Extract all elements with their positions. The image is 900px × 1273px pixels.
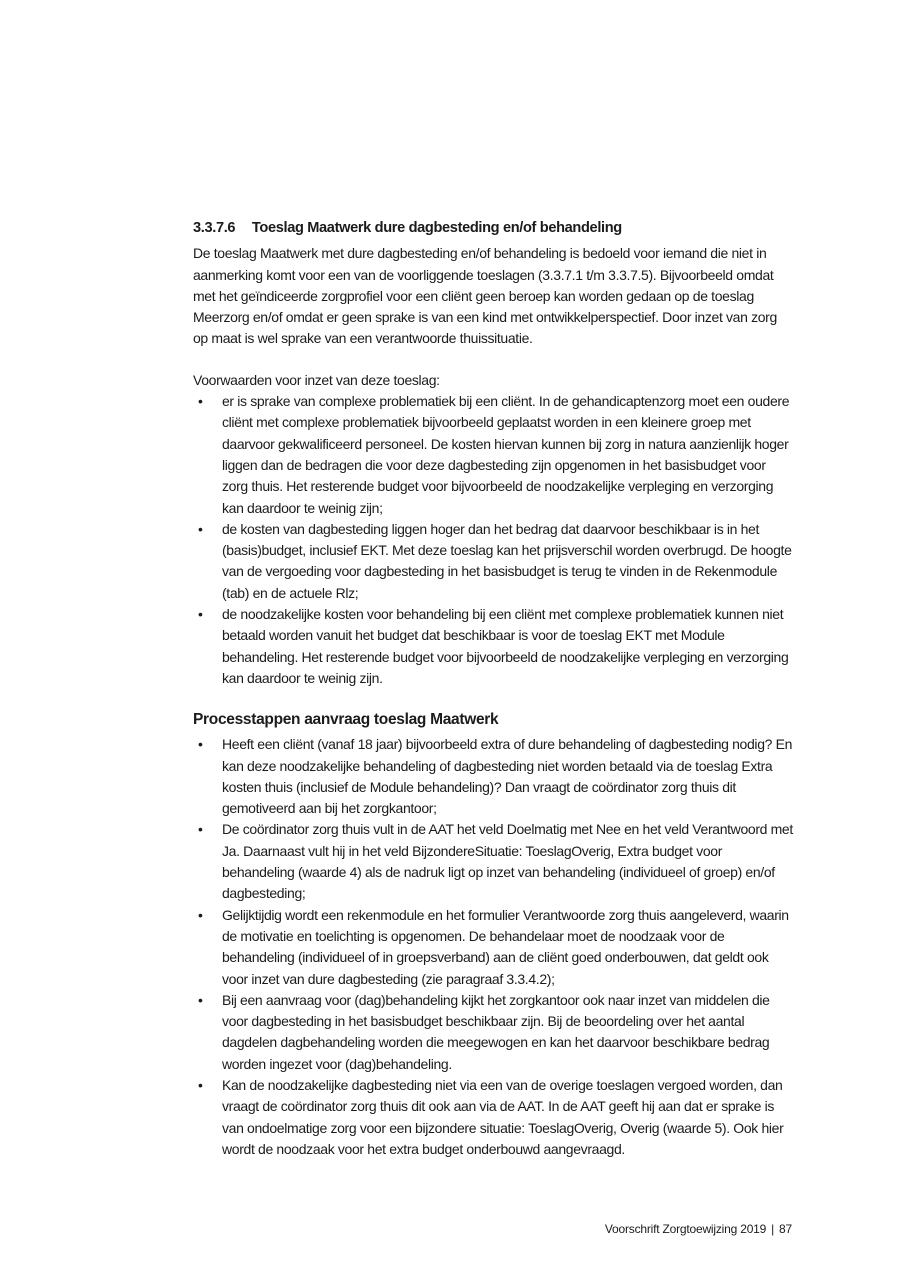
conditions-list <box>193 391 794 689</box>
footer-page-number: 87 <box>779 1222 792 1236</box>
footer-separator: | <box>771 1222 775 1236</box>
process-bullet-2: • De coördinator zorg thuis vult in de AAT het veld Doelmatig met Nee en het veld Verantwoord met Ja. Daarnaast vult hij in het veld BijzondereSituatie: ToeslagOverig, Extra budget voor behandeling (waarde 4) als de nadruk ligt op inzet van behandeling (individueel of groep) en/of dagbesteding; <box>193 819 794 904</box>
condition-bullet-1: • er is sprake van complexe problematiek bij een cliënt. In de gehandicaptenzorg moet een oudere cliënt met complexe problematiek bijvoorbeeld geplaatst worden in een kleinere groep met daarvoor gekwalificeerd personeel. De kosten hiervan kunnen bij zorg in natura aanzienlijk hoger liggen dan de bedragen die voor deze dagbesteding zijn opgenomen in het basisbudget voor zorg thuis. Het resterende budget voor bijvoorbeeld de noodzakelijke verpleging en verzorging kan daardoor te weinig zijn; <box>193 391 794 519</box>
condition-bullet-2: • de kosten van dagbesteding liggen hoger dan het bedrag dat daarvoor beschikbaar is in het (basis)budget, inclusief EKT. Met deze toeslag kan het prijsverschil worden overbrugd. De hoogte van de vergoeding voor dagbesteding in het basisbudget is terug te vinden in de Rekenmodule (tab) en de actuele Rlz; <box>193 519 794 604</box>
process-steps-list <box>193 734 794 1160</box>
section-title: Toeslag Maatwerk dure dagbesteding en/of behandeling <box>251 220 622 236</box>
page-footer <box>605 1222 792 1236</box>
footer-document-title: Voorschrift Zorgtoewijzing 2019 <box>604 1222 767 1236</box>
process-bullet-1: • Heeft een cliënt (vanaf 18 jaar) bijvoorbeeld extra of dure behandeling of dagbesteding nodig? En kan deze noodzakelijke behandeling of dagbesteding niet worden betaald via de toeslag Extra kosten thuis (inclusief de Module behandeling)? Dan vraagt de coördinator zorg thuis dit gemotiveerd aan bij het zorgkantoor; <box>193 734 794 819</box>
section-heading <box>193 218 794 239</box>
process-bullet-4: • Bij een aanvraag voor (dag)behandeling kijkt het zorgkantoor ook naar inzet van middelen die voor dagbesteding in het basisbudget beschikbaar zijn. Bij de beoordeling over het aantal dagdelen dagbehandeling worden die meegewogen en kan het daarvoor beschikbare bedrag worden ingezet voor (dag)behandeling. <box>193 990 794 1075</box>
conditions-lead: Voorwaarden voor inzet van deze toeslag: <box>193 371 440 388</box>
section-number: 3.3.7.6 <box>193 220 236 236</box>
process-bullet-5: • Kan de noodzakelijke dagbesteding niet via een van de overige toeslagen vergoed worden, dan vraagt de coördinator zorg thuis dit ook aan via de AAT. In de AAT geeft hij aan dat er sprake is van ondoelmatige zorg voor een bijzondere situatie: ToeslagOverig, Overig (waarde 5). Ook hier wordt de noodzaak voor het extra budget onderbouwd aangevraagd. <box>193 1075 794 1160</box>
condition-bullet-3: • de noodzakelijke kosten voor behandeling bij een cliënt met complexe problematiek kunnen niet betaald worden vanuit het budget dat beschikbaar is voor de toeslag EKT met Module behandeling. Het resterende budget voor bijvoorbeeld de noodzakelijke verpleging en verzorging kan daardoor te weinig zijn. <box>193 604 794 689</box>
process-bullet-3: • Gelijktijdig wordt een rekenmodule en het formulier Verantwoorde zorg thuis aangeleverd, waarin de motivatie en toelichting is opgenomen. De behandelaar moet de noodzaak voor de behandeling (individueel of in groepsverband) aan de cliënt goed onderbouwen, dat geldt ook voor inzet van dure dagbesteding (zie paragraaf 3.3.4.2); <box>193 905 794 990</box>
document-content <box>193 218 794 1160</box>
process-heading: Processtappen aanvraag toeslag Maatwerk <box>193 711 499 729</box>
intro-paragraph: De toeslag Maatwerk met dure dagbesteding en/of behandeling is bedoeld voor iemand die niet in aanmerking komt voor een van de voorliggende toeslagen (3.3.7.1 t/m 3.3.7.5). Bijvoorbeeld omdat met het geïndiceerde zorgprofiel voor een cliënt geen beroep kan worden gedaan op de toeslag Meerzorg en/of omdat er geen sprake is van een kind met ontwikkelperspectief. Door inzet van zorg op maat is wel sprake van een verantwoorde thuissituatie. <box>193 245 777 347</box>
